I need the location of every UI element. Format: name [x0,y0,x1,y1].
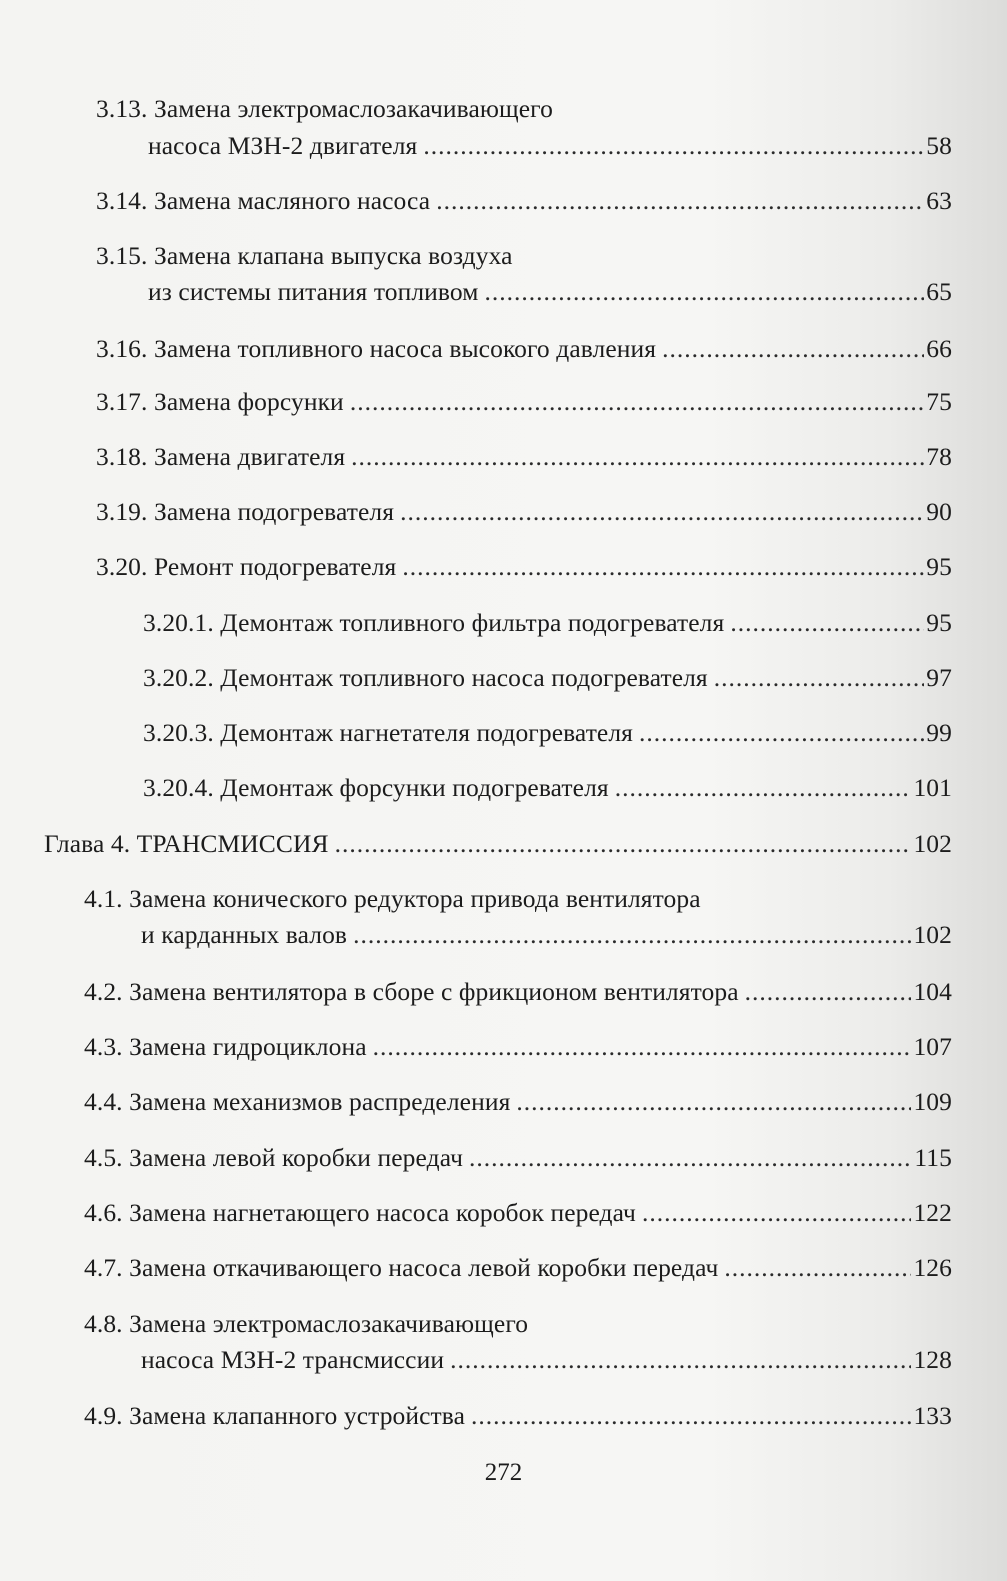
toc-entry-3-14 [96,186,952,216]
toc-page-ref: 63 [926,186,952,215]
toc-entry-3-20-3 [143,718,952,748]
toc-entry-3-15 [96,241,952,307]
dot-leader [662,334,924,364]
toc-page-ref: 101 [913,773,952,802]
dot-leader [423,131,924,161]
toc-entry-3-20 [96,552,952,582]
dot-leader [373,1032,912,1062]
toc-entry-title: 3.17. Замена форсунки [96,387,344,416]
toc-page-ref: 95 [926,608,952,637]
toc-chapter-title: Глава 4. ТРАНСМИССИЯ [44,829,329,858]
toc-page-ref: 99 [926,718,952,747]
toc-page-ref: 95 [926,552,952,581]
dot-leader [714,663,925,693]
toc-entry-3-18 [96,442,952,472]
toc-page-ref: 126 [913,1253,952,1282]
toc-chapter-4 [44,829,952,859]
toc-entry-title: 3.16. Замена топливного насоса высокого давления [96,334,657,363]
dot-leader [436,186,924,216]
toc-page-ref: 104 [913,977,952,1006]
toc-page-ref: 66 [926,334,952,363]
dot-leader [730,608,924,638]
toc-entry-3-16 [96,334,952,364]
toc-entry-title: 4.9. Замена клапанного устройства [84,1401,466,1430]
toc-page-ref: 65 [926,277,952,306]
toc-entry-4-8 [84,1309,952,1375]
toc-entry-title: 3.20. Ремонт подогревателя [96,552,397,581]
toc-entry-title: 3.20.4. Демонтаж форсунки подогревателя [143,773,609,802]
page-number: 272 [484,1459,523,1486]
toc-entry-4-4 [84,1087,952,1117]
toc-entry-3-20-1 [143,608,952,638]
toc-page-ref: 107 [913,1032,952,1061]
toc-page-ref: 102 [913,920,952,949]
toc-entry-4-5 [84,1143,952,1173]
toc-entry-title: 4.2. Замена вентилятора в сборе с фрикционом вентилятора [84,977,739,1006]
toc-entry-title: 3.14. Замена масляного насоса [96,186,431,215]
toc-entry-4-7 [84,1253,952,1283]
toc-page-ref: 97 [926,663,952,692]
toc-entry-title: 3.20.1. Демонтаж топливного фильтра подогревателя [143,608,725,637]
dot-leader [350,387,924,417]
dot-leader [402,552,924,582]
toc-entry-title-line1: 3.15. Замена клапана выпуска воздуха [96,241,513,270]
toc-entry-3-17 [96,387,952,417]
toc-page-ref: 75 [926,387,952,416]
dot-leader [400,497,924,527]
dot-leader [724,1253,911,1283]
toc-entry-3-20-2 [143,663,952,693]
toc-entry-title: 3.19. Замена подогревателя [96,497,395,526]
toc-entry-title: насоса МЗН-2 двигателя [148,131,418,160]
toc-entry-4-3 [84,1032,952,1062]
toc-entry-title: 3.18. Замена двигателя [96,442,346,471]
toc-entry-title: 4.4. Замена механизмов распределения [84,1087,511,1116]
toc-entry-3-13 [96,94,952,161]
toc-entry-title: 4.3. Замена гидроциклона [84,1032,367,1061]
toc-entry-title: 3.20.2. Демонтаж топливного насоса подогревателя [143,663,708,692]
toc-entry-3-20-4 [143,773,952,803]
dot-leader [353,920,911,950]
dot-leader [516,1087,911,1117]
toc-page-ref: 102 [913,829,952,858]
toc-entry-title-line1: 4.8. Замена электромаслозакачивающего [84,1309,529,1338]
toc-page-ref: 90 [926,497,952,526]
toc-entry-title: 4.6. Замена нагнетающего насоса коробок передач [84,1198,636,1227]
dot-leader [335,829,912,859]
toc-entry-4-6 [84,1198,952,1228]
dot-leader [639,718,924,748]
toc-page-ref: 133 [913,1401,952,1430]
toc-entry-title: из системы питания топливом [148,277,479,306]
toc-entry-title: 4.7. Замена откачивающего насоса левой коробки передач [84,1253,719,1282]
dot-leader [471,1401,911,1431]
toc-page-ref: 128 [913,1345,952,1374]
toc-entry-3-19 [96,497,952,527]
toc-page-ref: 122 [913,1198,952,1227]
toc-entry-title: 3.20.3. Демонтаж нагнетателя подогревателя [143,718,634,747]
dot-leader [745,977,912,1007]
dot-leader [469,1143,912,1173]
dot-leader [351,442,924,472]
toc-entry-title: и карданных валов [141,920,348,949]
toc-entry-title-line1: 3.13. Замена электромаслозакачивающего [96,94,553,123]
toc-entry-title-line1: 4.1. Замена конического редуктора привода вентилятора [84,884,701,913]
toc-entry-4-2 [84,977,952,1007]
toc-page-ref: 58 [926,131,952,160]
dot-leader [485,277,925,307]
dot-leader [642,1198,911,1228]
toc-page-ref: 115 [914,1143,952,1172]
toc-entry-4-1 [84,884,952,950]
dot-leader [450,1345,911,1375]
toc-page-ref: 78 [926,442,952,471]
toc-entry-4-9 [84,1401,952,1431]
toc-entry-title: 4.5. Замена левой коробки передач [84,1143,464,1172]
toc-entry-title: насоса МЗН-2 трансмиссии [141,1345,445,1374]
dot-leader [615,773,912,803]
toc-page-ref: 109 [913,1087,952,1116]
